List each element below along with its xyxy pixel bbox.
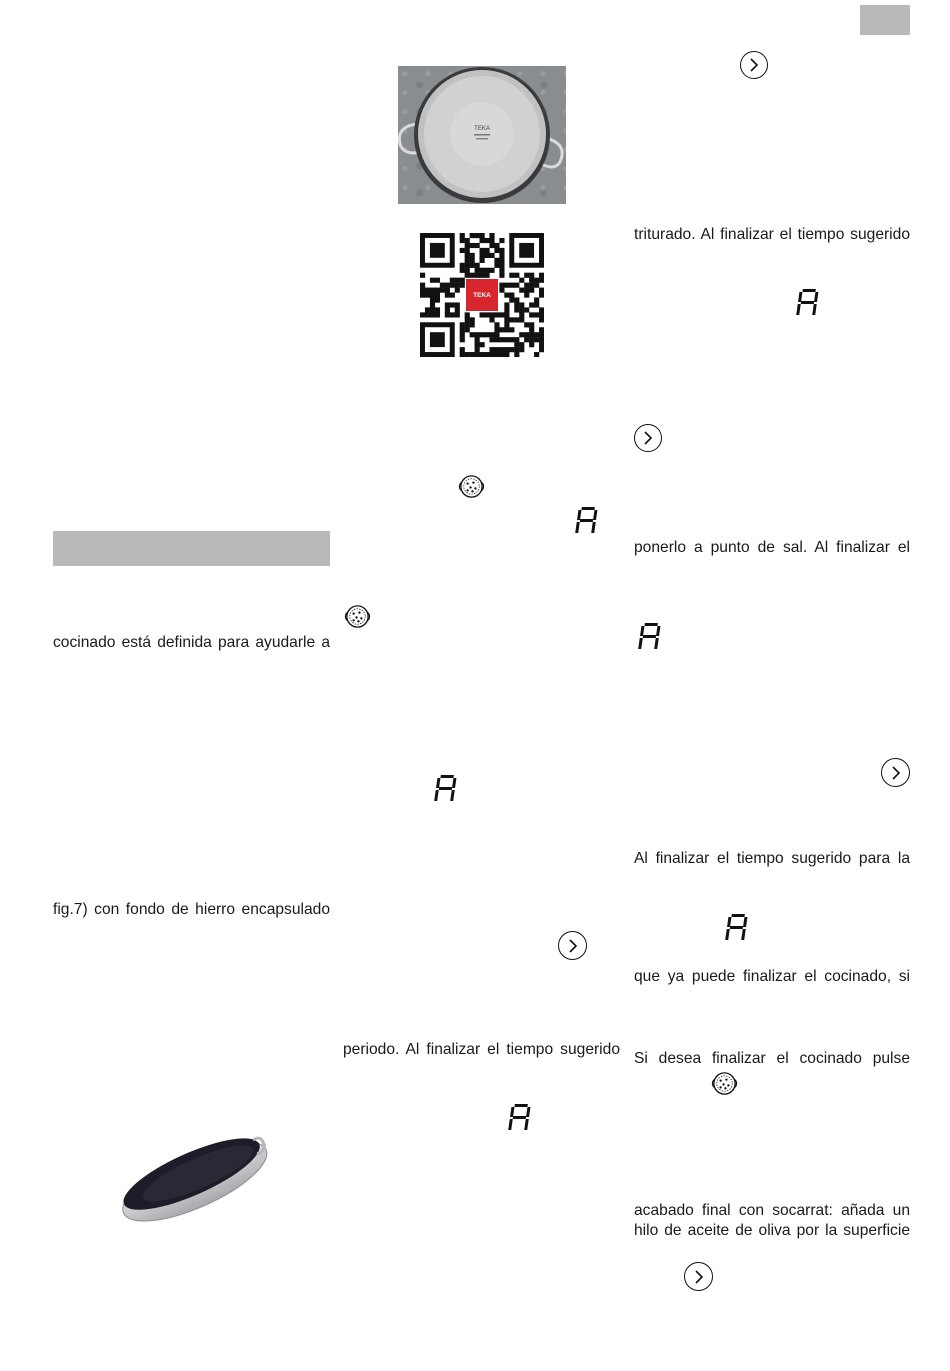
- middle-text-line: periodo. Al finalizar el tiempo sugerido: [343, 1041, 620, 1058]
- right-text-line: ponerlo a punto de sal. Al finalizar el: [634, 539, 910, 556]
- page-tab-marker: [860, 5, 910, 35]
- left-text-line: cocinado está definida para ayudarle a: [53, 634, 330, 651]
- chevron-circle-right-icon[interactable]: [881, 758, 910, 787]
- seven-segment-A-icon: [796, 288, 820, 318]
- chevron-circle-right-icon[interactable]: [684, 1262, 713, 1291]
- teka-logo-text: TEKA: [473, 291, 491, 299]
- teka-logo: [466, 279, 498, 311]
- chevron-circle-right-icon[interactable]: [634, 424, 662, 452]
- seven-segment-A-icon: [575, 506, 599, 536]
- right-text-line: que ya puede finalizar el cocinado, si: [634, 968, 910, 985]
- left-text-line: fig.7) con fondo de hierro encapsulado: [53, 901, 330, 918]
- paella-pan-image: [112, 1120, 272, 1230]
- seven-segment-A-icon: [508, 1103, 532, 1133]
- paella-pan-icon: [710, 1069, 739, 1098]
- right-text-line: Si desea finalizar el cocinado pulse: [634, 1050, 910, 1067]
- pan-brand-label: TEKA: [474, 126, 490, 132]
- right-text-line: hilo de aceite de oliva por la superficie: [634, 1222, 910, 1239]
- paella-pan-photo: [398, 66, 566, 204]
- chevron-circle-right-icon[interactable]: [558, 931, 587, 960]
- seven-segment-A-icon: [725, 913, 749, 943]
- seven-segment-A-icon: [638, 622, 662, 652]
- right-text-line: Al finalizar el tiempo sugerido para la: [634, 850, 910, 867]
- section-header-bar: [53, 531, 330, 566]
- qr-code[interactable]: [420, 233, 544, 357]
- seven-segment-A-icon: [434, 774, 458, 804]
- right-text-line: acabado final con socarrat: añada un: [634, 1202, 910, 1219]
- paella-pan-icon: [343, 602, 372, 631]
- right-text-line: triturado. Al finalizar el tiempo sugerido: [634, 226, 910, 243]
- chevron-circle-right-icon[interactable]: [740, 51, 768, 79]
- paella-pan-icon: [457, 472, 486, 501]
